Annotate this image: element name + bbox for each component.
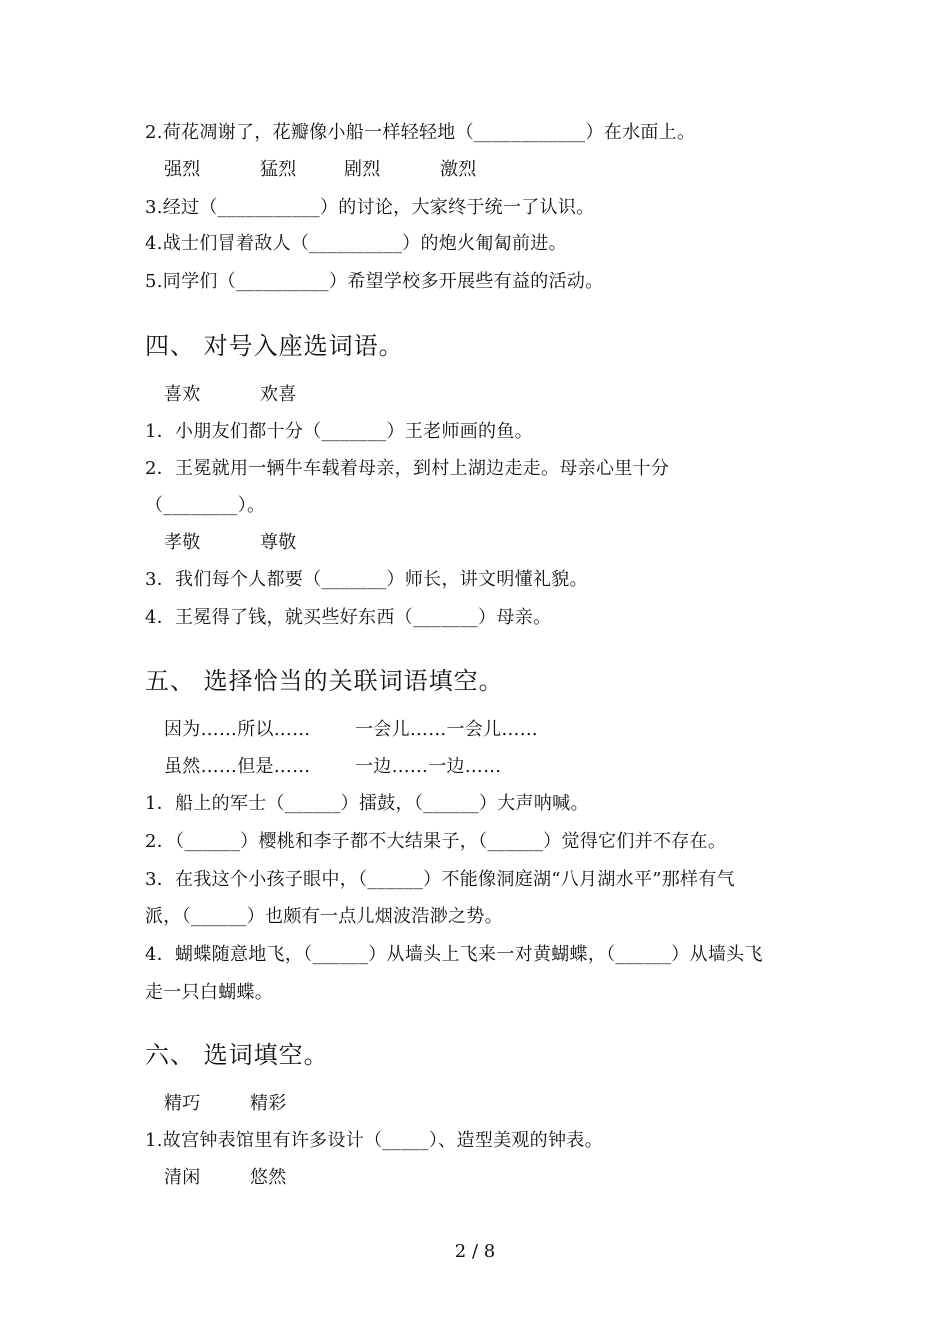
- question-s4-3: 3．我们每个人都要（_______）师长，讲文明懂礼貌。: [145, 569, 588, 590]
- question-s4-2-line2: （________）。: [145, 495, 266, 516]
- word-options-s4-b: [164, 532, 297, 554]
- word-options-s5-b: [164, 756, 501, 778]
- word-options-s6-b: [164, 1167, 287, 1189]
- question-s4-4: 4．王冕得了钱，就买些好东西（_______）母亲。: [145, 607, 552, 628]
- question-s5-4-line1: 4．蝴蝶随意地飞，（______）从墙头上飞来一对黄蝴蝶，（______）从墙头飞: [145, 944, 763, 965]
- word-option: 悠然: [250, 1167, 287, 1188]
- word-options-s4-a: [164, 384, 297, 406]
- word-option: 精巧: [164, 1093, 201, 1114]
- word-option: 因为……所以……: [164, 719, 311, 740]
- word-option: 虽然……但是……: [164, 756, 311, 777]
- question-s5-1: 1．船上的军士（______）擂鼓，（______）大声呐喊。: [145, 793, 589, 814]
- word-option: 清闲: [164, 1167, 201, 1188]
- word-options-s3: [164, 159, 477, 181]
- section-title-6: 六、 选词填空。: [145, 1041, 329, 1069]
- word-option: 剧烈: [344, 159, 381, 180]
- word-option: 欢喜: [260, 384, 297, 405]
- word-option: 尊敬: [260, 532, 297, 553]
- word-option: 强烈: [164, 159, 201, 180]
- question-s5-4-line2: 走一只白蝴蝶。: [145, 982, 274, 1003]
- section-title-4: 四、 对号入座选词语。: [145, 332, 404, 360]
- word-option: 猛烈: [260, 159, 297, 180]
- question-s3-5: 5.同学们（__________）希望学校多开展些有益的活动。: [145, 271, 604, 292]
- question-s6-1: 1.故宫钟表馆里有许多设计（_____）、造型美观的钟表。: [145, 1130, 603, 1151]
- word-options-s5-a: [164, 719, 538, 741]
- word-option: 激烈: [440, 159, 477, 180]
- word-option: 一边……一边……: [355, 756, 502, 777]
- question-s3-4: 4.战士们冒着敌人（__________）的炮火匍匐前进。: [145, 233, 567, 254]
- page-number: 2 / 8: [454, 1241, 496, 1262]
- question-s5-2: 2．（______）樱桃和李子都不大结果子，（______）觉得它们并不存在。: [145, 831, 727, 852]
- word-option: 孝敬: [164, 532, 201, 553]
- question-s3-3: 3.经过（___________）的讨论，大家终于统一了认识。: [145, 197, 595, 218]
- word-option: 一会儿……一会儿……: [355, 719, 538, 740]
- question-s5-3-line1: 3．在我这个小孩子眼中，（______）不能像洞庭湖“八月湖水平”那样有气: [145, 869, 735, 890]
- question-s3-2: 2.荷花凋谢了，花瓣像小船一样轻轻地（____________）在水面上。: [145, 122, 696, 143]
- question-s4-1: 1．小朋友们都十分（_______）王老师画的鱼。: [145, 421, 533, 442]
- question-s4-2-line1: 2．王冕就用一辆牛车载着母亲，到村上湖边走走。母亲心里十分: [145, 458, 670, 479]
- section-title-5: 五、 选择恰当的关联词语填空。: [145, 667, 504, 695]
- word-option: 精彩: [250, 1093, 287, 1114]
- question-s5-3-line2: 派，（______）也颇有一点儿烟波浩渺之势。: [145, 906, 503, 927]
- word-option: 喜欢: [164, 384, 201, 405]
- word-options-s6-a: [164, 1093, 287, 1115]
